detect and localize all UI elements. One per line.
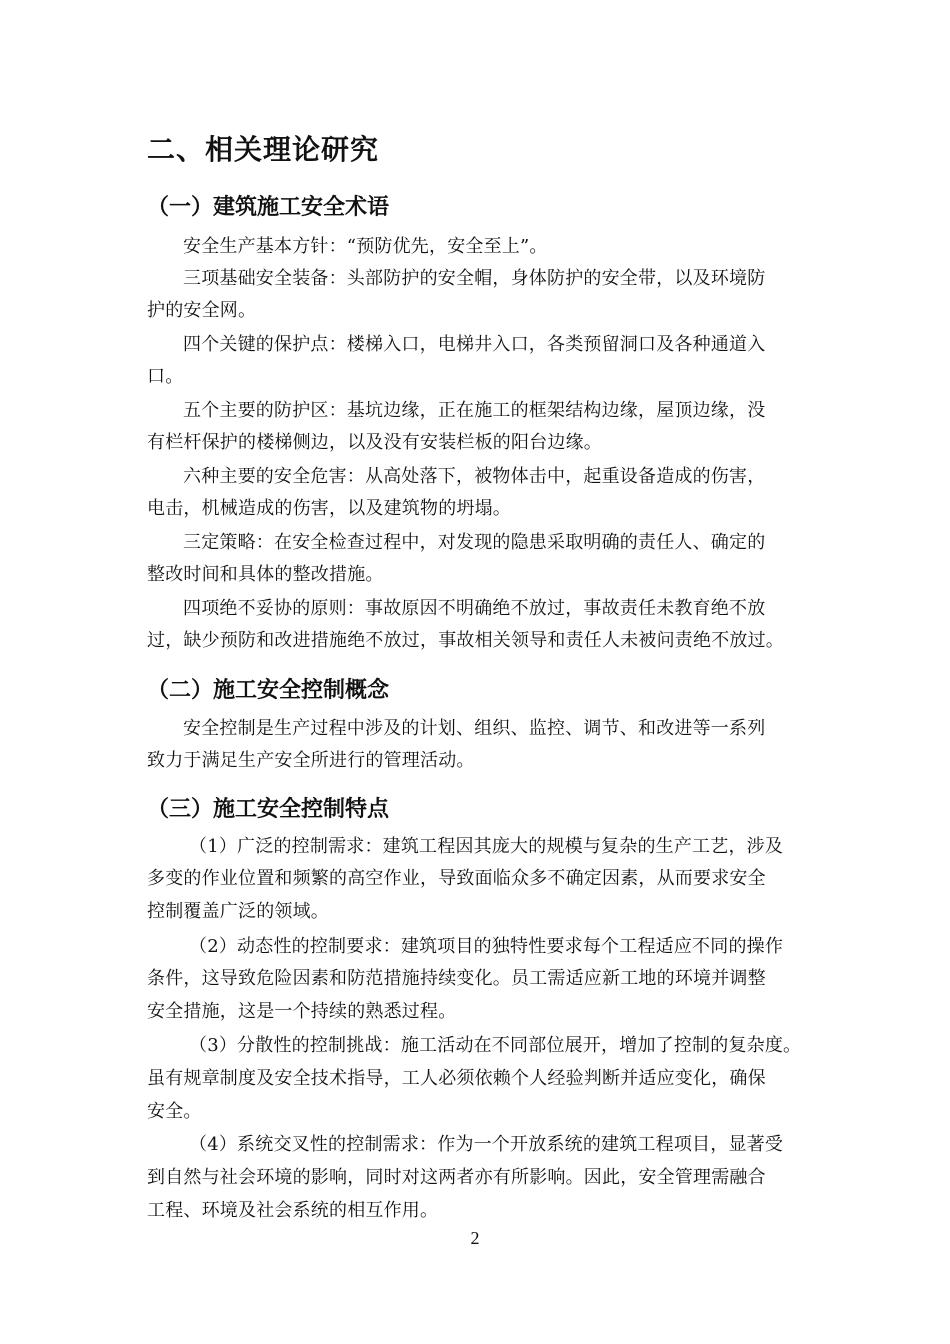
page-number: 2 [470,1228,480,1248]
paragraph-line: 三定策略：在安全检查过程中，对发现的隐患采取明确的责任人、确定的 [183,532,766,553]
paragraph-line: （4）系统交叉性的控制需求：作为一个开放系统的建筑工程项目，显著受 [189,1134,784,1155]
section-heading-3: （三）施工安全控制特点 [147,797,390,822]
paragraph-line: 电击，机械造成的伤害，以及建筑物的坍塌。 [147,498,511,519]
paragraph-line: 护的安全网。 [147,300,257,321]
paragraph-line: 四个关键的保护点：楼梯入口，电梯井入口，各类预留洞口及各种通道入 [183,334,766,355]
paragraph-line: 安全生产基本方针：“预防优先，安全至上”。 [183,236,548,257]
paragraph-line: （2）动态性的控制要求：建筑项目的独特性要求每个工程适应不同的操作 [189,936,784,957]
paragraph-line: （1）广泛的控制需求：建筑工程因其庞大的规模与复杂的生产工艺，涉及 [189,836,784,857]
paragraph-line: 四项绝不妥协的原则：事故原因不明确绝不放过，事故责任未教育绝不放 [183,598,766,619]
chapter-heading: 二、相关理论研究 [147,133,380,166]
paragraph-line: 到自然与社会环境的影响，同时对这两者亦有所影响。因此，安全管理需融合 [147,1167,766,1188]
paragraph-line: 多变的作业位置和频繁的高空作业，导致面临众多不确定因素，从而要求安全 [147,868,766,889]
paragraph-line: 安全控制是生产过程中涉及的计划、组织、监控、调节、和改进等一系列 [183,718,766,739]
paragraph-line: 过，缺少预防和改进措施绝不放过，事故相关领导和责任人未被问责绝不放过。 [147,630,784,651]
paragraph-line: （3）分散性的控制挑战：施工活动在不同部位展开，增加了控制的复杂度。 [189,1035,802,1056]
paragraph-line: 五个主要的防护区：基坑边缘，正在施工的框架结构边缘，屋顶边缘，没 [183,400,766,421]
section-heading-1: （一）建筑施工安全术语 [147,195,390,220]
section-heading-2: （二）施工安全控制概念 [147,678,390,703]
paragraph-line: 控制覆盖广泛的领域。 [147,901,329,922]
paragraph-line: 六种主要的安全危害：从高处落下，被物体击中，起重设备造成的伤害， [183,466,766,487]
paragraph-line: 口。 [147,366,184,387]
paragraph-line: 安全措施，这是一个持续的熟悉过程。 [147,1001,457,1022]
paragraph-line: 整改时间和具体的整改措施。 [147,564,384,585]
paragraph-line: 虽有规章制度及安全技术指导，工人必须依赖个人经验判断并适应变化，确保 [147,1068,766,1089]
paragraph-line: 有栏杆保护的楼梯侧边，以及没有安装栏板的阳台边缘。 [147,432,602,453]
paragraph-line: 三项基础安全装备：头部防护的安全帽，身体防护的安全带，以及环境防 [183,268,766,289]
paragraph-line: 条件，这导致危险因素和防范措施持续变化。员工需适应新工地的环境并调整 [147,968,766,989]
paragraph-line: 安全。 [147,1101,202,1122]
paragraph-line: 工程、环境及社会系统的相互作用。 [147,1200,439,1221]
paragraph-line: 致力于满足生产安全所进行的管理活动。 [147,750,475,771]
